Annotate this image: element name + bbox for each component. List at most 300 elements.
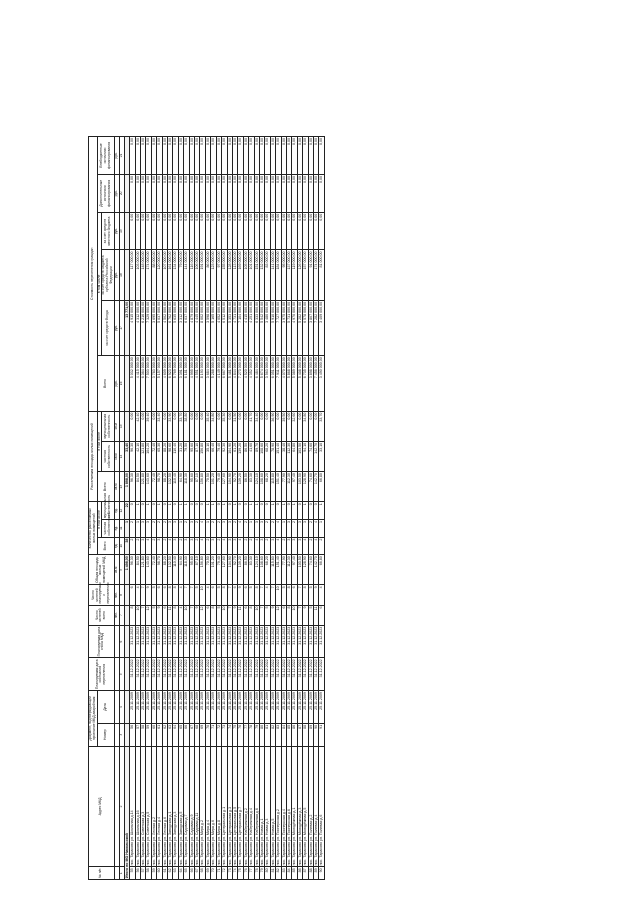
table-cell: 31.12.2023 — [292, 625, 297, 658]
table-cell: 0,00 — [238, 212, 243, 250]
table-cell: 0,00 — [151, 411, 156, 441]
table-cell: 0,00 — [173, 137, 178, 175]
table-cell: 8 193 000,00 — [200, 356, 205, 411]
table-cell: 31.12.2022 — [227, 658, 232, 691]
table-cell: 1 — [168, 502, 173, 520]
table-cell: 156,80 — [200, 441, 205, 471]
table-cell: 3 — [303, 519, 308, 537]
table-cell: 68 — [195, 723, 200, 746]
table-cell: 1 — [178, 519, 183, 537]
table-cell: 108,60 — [259, 555, 264, 585]
column-number: 15 — [119, 411, 124, 441]
table-cell: 0,00 — [135, 212, 140, 250]
table-cell: 12 — [146, 605, 151, 625]
table-cell: 31.12.2023 — [319, 625, 324, 658]
table-cell: 64 — [173, 723, 178, 746]
table-cell: 70 — [211, 867, 216, 880]
table-cell: 66,80 — [319, 472, 324, 502]
table-cell: 25.11.2009 — [281, 691, 286, 724]
table-body — [124, 137, 324, 880]
table-cell: 10 — [135, 605, 140, 625]
table-cell: 6 — [281, 605, 286, 625]
table-cell: 5 — [151, 605, 156, 625]
table-cell: 3 409 000,00 — [319, 300, 324, 355]
table-cell: 31.12.2022 — [189, 658, 194, 691]
table-cell: 96,30 — [130, 472, 135, 502]
table-cell: 0,00 — [189, 174, 194, 212]
table-cell: 11 — [168, 605, 173, 625]
table-cell: пос. Тарасово ул. Центральная д.7 — [238, 746, 243, 867]
table-cell: 3 490 000,00 — [319, 356, 324, 411]
table-cell: 5 165 000,00 — [211, 300, 216, 355]
table-cell: 64 — [178, 867, 183, 880]
unit-sqm: кв.м — [114, 441, 119, 471]
table-cell: 0,00 — [297, 411, 302, 441]
table-cell: 81 000,00 — [319, 250, 324, 300]
table-cell: пос. Тарасово ул. Школьная д.16 — [135, 746, 140, 867]
table-cell: 5 542 000,00 — [259, 300, 264, 355]
table-cell: 3 — [292, 537, 297, 555]
table-cell: 25.11.2009 — [254, 691, 259, 724]
table-cell: 79 — [259, 867, 264, 880]
table-cell: 77,90 — [281, 472, 286, 502]
table-cell: 31.12.2023 — [135, 625, 140, 658]
header-cost-extra: Дополнительные источники финансирования — [97, 174, 114, 212]
table-cell: 4 052 000,00 — [216, 300, 221, 355]
table-cell: 55 — [130, 867, 135, 880]
table-cell: 8 — [286, 605, 291, 625]
table-cell: 76 — [238, 723, 243, 746]
table-cell: 78 — [249, 723, 254, 746]
table-cell: 79,40 — [216, 555, 221, 585]
table-cell: 72 — [216, 723, 221, 746]
table-cell: 6 667 000,00 — [222, 356, 227, 411]
unit-rub: руб. — [114, 356, 119, 411]
table-header — [89, 137, 125, 880]
table-cell: 96,30 — [130, 441, 135, 471]
table-cell: 4 995 000,00 — [189, 356, 194, 411]
table-cell: 79,40 — [216, 441, 221, 471]
table-cell: 103,50 — [297, 441, 302, 471]
table-cell: 69 — [205, 867, 210, 880]
table-cell: 112,30 — [286, 472, 291, 502]
table-cell: пос. Тарасово ул. Мира д.8 — [216, 746, 221, 867]
table-cell: 73 — [227, 867, 232, 880]
table-cell: 7 — [184, 585, 189, 605]
table-cell: 7 — [189, 585, 194, 605]
table-cell: 0,00 — [130, 174, 135, 212]
table-cell: 5 — [151, 585, 156, 605]
table-cell: 89 — [308, 723, 313, 746]
table-cell: 6 051 000,00 — [270, 356, 275, 411]
table-cell: 2 — [319, 537, 324, 555]
table-cell: 4 844 000,00 — [232, 356, 237, 411]
table-cell: 57 — [135, 723, 140, 746]
table-cell: 0,00 — [227, 411, 232, 441]
table-cell: 31.12.2022 — [141, 658, 146, 691]
table-cell: 0,00 — [243, 411, 248, 441]
table-cell: 3 — [189, 537, 194, 555]
header-rooms-in-that: в том числе — [97, 502, 102, 537]
table-cell: 25.11.2009 — [146, 691, 151, 724]
table-cell: 87,10 — [195, 472, 200, 502]
table-cell: 31.12.2022 — [292, 658, 297, 691]
table-cell: 1 — [249, 519, 254, 537]
table-cell: 104,90 — [227, 441, 232, 471]
table-cell: 85 — [286, 723, 291, 746]
header-num: № п/п — [89, 867, 115, 880]
table-cell: 132 000,00 — [259, 250, 264, 300]
table-cell: 0,00 — [297, 137, 302, 175]
table-cell: 9 — [314, 585, 319, 605]
table-cell: пос. Тарасово ул. Полевая д.4 — [314, 746, 319, 867]
table-cell: 4 — [238, 519, 243, 537]
table-cell: 25.11.2009 — [259, 691, 264, 724]
table-cell: 25.11.2009 — [162, 691, 167, 724]
table-cell: 5 — [281, 585, 286, 605]
table-cell: 2 — [308, 519, 313, 537]
table-cell: 0,00 — [243, 174, 248, 212]
table-cell: 2 — [308, 537, 313, 555]
table-cell: 25.11.2009 — [303, 691, 308, 724]
table-cell: 66 — [184, 723, 189, 746]
table-cell: 98,70 — [157, 472, 162, 502]
table-cell: 0,00 — [211, 174, 216, 212]
column-number: 4 — [119, 691, 124, 724]
table-cell: 9 — [238, 585, 243, 605]
table-cell: 87,10 — [195, 555, 200, 585]
table-cell: пос. Тарасово ул. Набережная д.2 — [243, 746, 248, 867]
table-cell: 0 — [286, 502, 291, 520]
table-cell: 8 — [130, 605, 135, 625]
table-cell: 5 089 000,00 — [292, 356, 297, 411]
table-cell: 3 — [222, 519, 227, 537]
table-cell: 77 — [249, 867, 254, 880]
table-cell: 7 — [297, 585, 302, 605]
table-cell: 2 — [135, 537, 140, 555]
table-cell: 4 — [178, 585, 183, 605]
column-number: 21 — [119, 137, 124, 175]
table-cell: пос. Тарасово ул. Центральная д.1 — [222, 746, 227, 867]
table-cell: 25.11.2009 — [211, 691, 216, 724]
table-cell: 5 — [216, 585, 221, 605]
table-cell: 0,00 — [162, 174, 167, 212]
table-cell: 9 — [232, 605, 237, 625]
table-cell: 98,60 — [168, 441, 173, 471]
table-cell: 0 — [308, 502, 313, 520]
table-cell: 6 — [243, 605, 248, 625]
table-cell: 1 — [281, 519, 286, 537]
table-cell: 3 480 000,00 — [265, 300, 270, 355]
table-cell: 4 070 000,00 — [281, 356, 286, 411]
table-cell: 0 — [195, 502, 200, 520]
table-cell: 0 — [314, 502, 319, 520]
table-cell: 0,00 — [189, 212, 194, 250]
table-cell: 0,00 — [200, 174, 205, 212]
table-cell: 4 502 000,00 — [162, 300, 167, 355]
table-cell: 0,00 — [292, 137, 297, 175]
table-cell: 6 — [211, 585, 216, 605]
table-cell: 33,90 — [168, 411, 173, 441]
table-cell: 0,00 — [157, 212, 162, 250]
table-cell: 7 — [270, 585, 275, 605]
table-cell: 31.12.2023 — [259, 625, 264, 658]
table-cell: 174 000,00 — [146, 250, 151, 300]
group-total-cell: 1 898,00 — [124, 472, 129, 502]
column-number: 8 — [119, 585, 124, 605]
table-cell: 31.12.2022 — [243, 658, 248, 691]
table-cell: 31.12.2022 — [130, 658, 135, 691]
header-area-group: Расселяемая площадь жилых помещений — [89, 411, 98, 502]
table-cell: 151 000,00 — [254, 250, 259, 300]
table-cell: 64,90 — [178, 472, 183, 502]
table-cell: 7 — [259, 585, 264, 605]
table-cell: 7 — [259, 605, 264, 625]
header-area-private: частная собственность — [102, 441, 114, 471]
unit-people: чел. — [114, 605, 119, 625]
table-cell: пос. Тарасово ул. Советская д.5 — [146, 746, 151, 867]
header-residents: Число жителей всего — [89, 605, 115, 625]
table-cell: 4 — [200, 537, 205, 555]
column-number: 20 — [119, 174, 124, 212]
table-cell: 3 — [184, 537, 189, 555]
table-cell: 31.12.2023 — [238, 625, 243, 658]
table-cell: 2 — [205, 537, 210, 555]
table-cell: 5 674 000,00 — [259, 356, 264, 411]
table-cell: 68,20 — [265, 472, 270, 502]
resettlement-table — [88, 136, 325, 880]
table-cell: 174 000,00 — [314, 250, 319, 300]
table-cell: 31.12.2022 — [205, 658, 210, 691]
table-cell: 0,00 — [308, 212, 313, 250]
table-cell: 62 — [162, 723, 167, 746]
table-cell: 4 — [276, 537, 281, 555]
table-cell: 117 000,00 — [130, 250, 135, 300]
table-cell: пос. Тарасово ул. Набережная д.6 — [254, 746, 259, 867]
table-cell: 0,00 — [211, 212, 216, 250]
table-cell: 79 — [254, 723, 259, 746]
table-cell: 5 — [216, 605, 221, 625]
table-cell: 31.12.2023 — [249, 625, 254, 658]
table-cell: 0,00 — [265, 137, 270, 175]
table-cell: 4 415 000,00 — [135, 356, 140, 411]
table-cell: 142,70 — [314, 441, 319, 471]
table-cell: 0,00 — [281, 137, 286, 175]
header-cost-local: за счет средств местного бюджета — [102, 212, 114, 250]
table-cell: 139,20 — [238, 555, 243, 585]
table-cell: 0,00 — [254, 212, 259, 250]
header-rooms-private: частная собственность — [102, 519, 114, 537]
table-cell: 0,00 — [146, 212, 151, 250]
table-cell: 31.12.2022 — [303, 658, 308, 691]
table-cell: 0,00 — [168, 137, 173, 175]
table-cell: 7 273 000,00 — [238, 356, 243, 411]
table-cell: 0,00 — [319, 174, 324, 212]
table-cell: 25.11.2009 — [216, 691, 221, 724]
table-cell: 2 — [184, 519, 189, 537]
table-cell: 4 251 000,00 — [249, 300, 254, 355]
group-total-cell: 1 — [124, 519, 129, 537]
table-cell: 31.12.2023 — [130, 625, 135, 658]
table-cell: 62 — [168, 867, 173, 880]
table-cell: 25.11.2009 — [151, 691, 156, 724]
table-cell: 5 868 000,00 — [286, 356, 291, 411]
table-cell: 31.12.2023 — [184, 625, 189, 658]
table-cell: 151,40 — [276, 441, 281, 471]
table-cell: 25.11.2009 — [276, 691, 281, 724]
table-cell: 0,00 — [162, 137, 167, 175]
table-cell: 88,20 — [162, 441, 167, 471]
table-cell: 169 000,00 — [238, 250, 243, 300]
table-cell: 7 104 000,00 — [238, 300, 243, 355]
table-cell: 1 — [319, 519, 324, 537]
table-cell: 0,00 — [200, 212, 205, 250]
table-cell: 3 — [141, 537, 146, 555]
table-cell: 86 — [297, 867, 302, 880]
table-cell: 124,10 — [254, 472, 259, 502]
table-cell: 4 — [303, 537, 308, 555]
table-cell: 31.12.2022 — [308, 658, 313, 691]
table-cell: 2 — [232, 519, 237, 537]
table-cell: 5 910 000,00 — [270, 300, 275, 355]
table-cell: 10 — [200, 585, 205, 605]
table-cell: 0,00 — [276, 411, 281, 441]
table-cell: 7 — [227, 605, 232, 625]
table-cell: 1 — [232, 502, 237, 520]
table-cell: 68,20 — [265, 441, 270, 471]
table-cell: 64,80 — [292, 441, 297, 471]
table-cell: 0,00 — [238, 137, 243, 175]
table-cell: 4 — [222, 537, 227, 555]
table-cell: 0,00 — [286, 411, 291, 441]
table-cell: пос. Тарасово ул. Пионерская д.6 — [286, 746, 291, 867]
table-cell: 80 — [265, 867, 270, 880]
table-cell: 3 — [232, 537, 237, 555]
table-cell: 4 879 000,00 — [189, 300, 194, 355]
table-cell: 4 352 000,00 — [249, 356, 254, 411]
unit-people: чел. — [114, 585, 119, 605]
table-cell: 89,70 — [254, 441, 259, 471]
table-cell: 1 — [270, 502, 275, 520]
table-cell: 25.11.2009 — [227, 691, 232, 724]
table-cell: 0 — [162, 502, 167, 520]
table-cell: 110,40 — [173, 472, 178, 502]
header-residents-planned: Число жителей планируемых к переселению — [89, 585, 115, 605]
table-cell: 65 — [184, 867, 189, 880]
table-cell: 3 — [297, 537, 302, 555]
table-cell: 0,00 — [189, 411, 194, 441]
table-cell: 60 — [151, 723, 156, 746]
column-number: 11 — [119, 519, 124, 537]
table-cell: 0,00 — [157, 137, 162, 175]
table-cell: 3 312 000,00 — [178, 300, 183, 355]
table-cell: 5 157 000,00 — [157, 356, 162, 411]
unit-sqm: кв.м — [114, 555, 119, 585]
table-cell: 66,80 — [319, 555, 324, 585]
table-cell: 4 — [265, 585, 270, 605]
table-cell: 35,40 — [205, 411, 210, 441]
table-cell: 25.11.2009 — [168, 691, 173, 724]
table-cell: 0 — [238, 502, 243, 520]
table-row — [319, 137, 324, 880]
table-cell: 0,00 — [162, 212, 167, 250]
table-cell: 31.12.2023 — [141, 625, 146, 658]
table-cell: 3 — [189, 519, 194, 537]
table-cell: 0,00 — [227, 174, 232, 212]
table-cell: 25.11.2009 — [308, 691, 313, 724]
table-cell: 113 000,00 — [232, 250, 237, 300]
table-cell: пос. Тарасово ул. Лесная д.6 — [162, 746, 167, 867]
table-cell: 0,00 — [286, 174, 291, 212]
header-planned-demolition: Планируемая дата сноса МКД — [89, 625, 115, 658]
table-cell: пос. Тарасово ул. Полевая д.2 — [308, 746, 313, 867]
table-cell: 73 — [222, 723, 227, 746]
table-cell: 0 — [259, 502, 264, 520]
table-cell: 1 — [135, 519, 140, 537]
table-cell: 31.12.2023 — [200, 625, 205, 658]
table-cell: 1 — [146, 502, 151, 520]
table-cell: 6 333 000,00 — [254, 300, 259, 355]
table-cell: 112,30 — [286, 555, 291, 585]
table-cell: 0,00 — [276, 174, 281, 212]
table-cell: 94,10 — [303, 441, 308, 471]
table-cell: 70 — [205, 723, 210, 746]
table-cell: 74 — [232, 867, 237, 880]
table-cell: пос. Тарасово ул. Полевая д.6 — [319, 746, 324, 867]
table-cell: 127,60 — [222, 555, 227, 585]
table-cell: 8 002 000,00 — [200, 300, 205, 355]
table-cell: 2 — [151, 519, 156, 537]
table-cell: 0 — [216, 502, 221, 520]
table-cell: 0,00 — [151, 174, 156, 212]
table-cell: 0,00 — [178, 212, 183, 250]
table-cell: 3 — [286, 537, 291, 555]
table-cell: 74,60 — [308, 472, 313, 502]
table-cell: 31.12.2022 — [276, 658, 281, 691]
table-cell: 25.11.2009 — [135, 691, 140, 724]
table-cell: 0,00 — [249, 212, 254, 250]
table-cell: 3 807 000,00 — [308, 300, 313, 355]
table-cell: 0,00 — [319, 212, 324, 250]
table-cell: 108,60 — [259, 472, 264, 502]
table-cell: 0,00 — [292, 174, 297, 212]
table-cell: 0,00 — [308, 174, 313, 212]
table-cell: 4 415 000,00 — [243, 300, 248, 355]
table-cell: 88,20 — [162, 472, 167, 502]
table-cell: 5 481 000,00 — [227, 356, 232, 411]
table-cell: 82 — [276, 867, 281, 880]
table-cell: 6 923 000,00 — [168, 356, 173, 411]
table-cell: 3 — [157, 537, 162, 555]
table-cell: 0,00 — [173, 411, 178, 441]
table-cell: 67 — [189, 723, 194, 746]
table-cell: пос. Тарасово ул. Новая д.5 — [270, 746, 275, 867]
table-cell: 31.12.2023 — [178, 625, 183, 658]
table-cell: 3 975 000,00 — [281, 300, 286, 355]
table-cell: 31.12.2023 — [281, 625, 286, 658]
table-cell: 78,90 — [270, 441, 275, 471]
table-cell: 0,00 — [216, 137, 221, 175]
header-doc-number: Номер — [97, 723, 114, 746]
table-cell: 121,80 — [141, 555, 146, 585]
table-cell: 6 484 000,00 — [254, 356, 259, 411]
table-cell: 2 — [157, 519, 162, 537]
table-cell: 11 — [238, 605, 243, 625]
table-cell: 7 — [141, 585, 146, 605]
table-cell: 25.11.2009 — [141, 691, 146, 724]
table-cell: пос. Тарасово ул. Молодёжная д.5 — [303, 746, 308, 867]
table-cell: 41,70 — [249, 411, 254, 441]
